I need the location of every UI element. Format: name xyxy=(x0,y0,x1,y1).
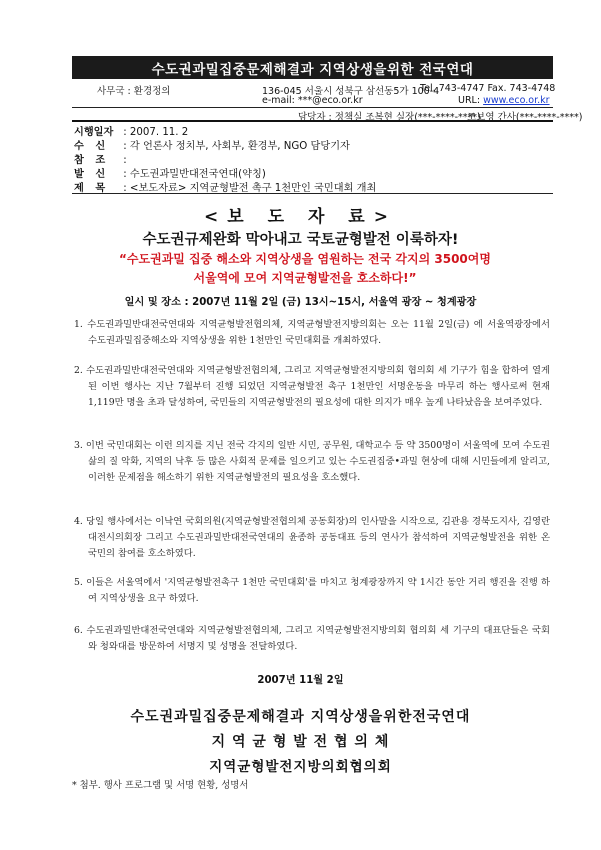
meta-value: : <보도자료> 지역균형발전 촉구 1천만인 국민대회 개최 xyxy=(123,183,377,194)
meta-key: 발 신 xyxy=(74,169,110,180)
paragraph-3: 3. 이번 국민대회는 이런 의지를 지닌 전국 각지의 일반 시민, 공무원, 대학교수 등 약 3500명이 서울역에 모여 수도권 삶의 질 악화, 지역의 낙후 등 많은 사회적 문제를 일으키고 있는 수도권집중•과밀 현상에 대해 시민들에게 알리고, 이러한 문제점을 해소하기 위한 지역균형발전의 필요성을 호소했다. xyxy=(74,440,550,483)
contact-person: 담당자 : 정책실 조복현 실장(***-****-****) xyxy=(298,112,481,123)
meta-recipient-row xyxy=(74,137,350,152)
org-banner: 수도권과밀집중문제해결과 지역상생을위한 전국연대 xyxy=(72,56,553,79)
meta-reference-row xyxy=(74,151,127,166)
contact-person-2: 조보영 간사(***-****-****) xyxy=(467,112,583,123)
meta-key: 제 목 xyxy=(74,183,110,194)
meta-value: : 2007. 11. 2 xyxy=(123,127,189,138)
paragraph-2: 2. 수도권과밀반대전국연대와 지역균형발전협의체, 그리고 지역균형발전지방의회 협의회 세 기구가 힘을 합하여 열게 된 이번 행사는 지난 7월부터 진행 되었던 지역균형발전 촉구 1천만인 서명운동을 마무리 하는 행사로써 현재 1,119만 명을 초과 달성하여, 국민들의 지역균형발전의 필요성에 대한 의지가 매우 높게 나타났음을 보여주었다. xyxy=(74,365,550,408)
tel-fax: Tel. 743-4747 Fax. 743-4748 xyxy=(420,83,556,94)
meta-subject-row xyxy=(74,179,376,194)
website-link[interactable]: www.eco.or.kr xyxy=(483,95,550,106)
release-date: 2007년 11월 2일 xyxy=(257,675,344,686)
meta-key: 참 조 xyxy=(74,155,110,166)
meta-date-row xyxy=(74,123,188,138)
header-divider xyxy=(72,107,553,108)
meta-key: 시행일자 xyxy=(74,127,114,138)
meta-value: : 수도권과밀반대전국연대(약칭) xyxy=(123,169,266,180)
paragraph-1: 1. 수도권과밀반대전국연대와 지역균형발전협의체, 지역균형발전지방의회는 오는 11월 2일(금) 에 서울역광장에서 수도권과밀집중해소와 지역상생을 위한 1천만인 국민대회를 개최하였다. xyxy=(74,319,550,346)
subheadline-line-1: “수도권과밀 집중 해소와 지역상생을 염원하는 전국 각지의 3500여명 xyxy=(119,252,491,266)
org-name-3: 지역균형발전지방의회협의회 xyxy=(209,759,392,775)
attachment-note: * 첨부. 행사 프로그램 및 서명 현황, 성명서 xyxy=(72,780,249,791)
header-bottom-divider xyxy=(72,120,553,122)
meta-value: : xyxy=(123,155,127,166)
paragraph-5: 5. 이들은 서울역에서 '지역균형발전촉구 1천만 국민대회'를 마치고 청계광장까지 약 1시간 동안 거리 행진을 진행 하여 지역상생을 요구 하였다. xyxy=(74,577,550,604)
url-label: URL: xyxy=(458,95,481,106)
meta-value: : 각 언론사 정치부, 사회부, 환경부, NGO 담당기자 xyxy=(123,141,350,152)
meta-divider xyxy=(72,193,553,194)
email-address: e-mail: ***@eco.or.kr xyxy=(262,95,363,106)
meta-sender-row xyxy=(74,165,266,180)
press-release-title: <보 도 자 료> xyxy=(204,207,397,227)
meta-key: 수 신 xyxy=(74,141,110,152)
org-name-1: 수도권과밀집중문제해결과 지역상생을위한전국연대 xyxy=(130,709,471,725)
headline: 수도권규제완화 막아내고 국토균형발전 이룩하자! xyxy=(142,232,459,248)
paragraph-6: 6. 수도권과밀반대전국연대와 지역균형발전협의체, 그리고 지역균형발전지방의회 협의회 세 기구의 대표단들은 국회와 청와대를 방문하여 서명지 및 성명을 전달하였다. xyxy=(74,625,550,652)
subheadline-line-2: 서울역에 모여 지역균형발전을 호소하다!” xyxy=(193,271,417,285)
paragraph-4: 4. 당일 행사에서는 이낙연 국회의원(지역균형발전협의체 공동회장)의 인사말을 시작으로, 김관용 경북도지사, 김영란 대전시의회장 그리고 수도권과밀반대전국연대의 윤종하 공동대표 등의 연사가 참석하여 지역균형발전을 위한 온 국민의 참여를 호소하였다. xyxy=(74,516,550,559)
when-where: 일시 및 장소 : 2007년 11월 2일 (금) 13시~15시, 서울역 광장 ~ 청계광장 xyxy=(124,297,477,308)
office-address: 136-045 서울시 성북구 삼선동5가 100-4 xyxy=(262,86,440,97)
url-row xyxy=(458,95,550,106)
org-name-2: 지 역 균 형 발 전 협 의 체 xyxy=(211,734,390,750)
office-label: 사무국 : 환경정의 xyxy=(97,86,171,97)
subheadline xyxy=(80,250,530,288)
